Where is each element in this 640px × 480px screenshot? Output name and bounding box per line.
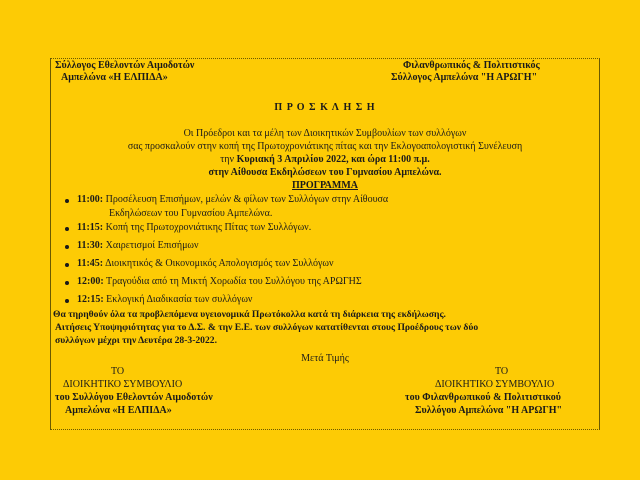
program-text: Χαιρετισμοί Επισήμων — [105, 240, 199, 251]
footer-left-line4: Αμπελώνα «Η ΕΛΠΙΔΑ» — [65, 405, 172, 416]
program-item — [77, 222, 311, 233]
intro-line3 — [51, 154, 599, 165]
regards: Μετά Τιμής — [301, 353, 349, 364]
bullet-icon — [65, 227, 69, 231]
program-item — [77, 194, 388, 205]
header-right-line2: Σύλλογος Αμπελώνα "Η ΑΡΩΓΗ" — [391, 72, 538, 83]
program-time: 11:45: — [77, 258, 104, 269]
footer-right-to: ΤΟ — [495, 366, 509, 377]
footer-right-line3: του Φιλανθρωπικού & Πολιτιστικού — [405, 392, 562, 403]
program-item — [77, 240, 199, 251]
program-heading: ΠΡΟΓΡΑΜΜΑ — [292, 180, 358, 191]
intro-line2: σας προσκαλούν στην κοπή της Πρωτοχρονιάτικης πίτας και την Εκλογοαπολογιστική Συνέλευση — [127, 141, 523, 152]
intro-line1: Οι Πρόεδροι και τα μέλη των Διοικητικών Συμβουλίων των συλλόγων — [183, 128, 467, 139]
footer-right-line4: Συλλόγου Αμπελώνα "Η ΑΡΩΓΗ" — [415, 405, 563, 416]
notice-line1: Θα τηρηθούν όλα τα προβλεπόμενα υγειονομικά Πρωτόκολλα κατά τη διάρκεια της εκδήλωσης. — [53, 309, 446, 320]
event-venue: στην Αίθουσα Εκδηλώσεων του Γυμνασίου Αμπελώνα. — [208, 167, 442, 178]
footer-left-board: ΔΙΟΙΚΗΤΙΚΟ ΣΥΜΒΟΥΛΙΟ — [63, 379, 183, 390]
footer-left-to: ΤΟ — [111, 366, 125, 377]
program-text: Διοικητικός & Οικονομικός Απολογισμός των Συλλόγων — [105, 258, 334, 269]
program-time: 12:15: — [77, 294, 104, 305]
program-time: 11:15: — [77, 222, 104, 233]
program-text: Εκλογική Διαδικασία των συλλόγων — [106, 294, 253, 305]
program-item — [77, 258, 334, 269]
program-item — [77, 276, 362, 287]
event-date-time: Κυριακή 3 Απριλίου 2022, και ώρα 11:00 π.μ. — [236, 154, 430, 165]
footer-left-line3: του Συλλόγου Εθελοντών Αιμοδοτών — [55, 392, 213, 403]
bullet-icon — [65, 299, 69, 303]
invitation-document — [50, 58, 600, 430]
bullet-icon — [65, 281, 69, 285]
bullet-icon — [65, 245, 69, 249]
program-time: 11:00: — [77, 194, 104, 205]
program-text: Τραγούδια από τη Μικτή Χορωδία του Συλλόγου της ΑΡΩΓΗΣ — [106, 276, 362, 287]
program-time: 12:00: — [77, 276, 104, 287]
footer-right-board: ΔΙΟΙΚΗΤΙΚΟ ΣΥΜΒΟΥΛΙΟ — [435, 379, 555, 390]
program-text-cont: Εκδηλώσεων του Γυμνασίου Αμπελώνα. — [109, 208, 273, 219]
header-right-line1: Φιλανθρωπικός & Πολιτιστικός — [403, 60, 540, 71]
notice-line3: συλλόγων μέχρι την Δευτέρα 28-3-2022. — [55, 335, 217, 346]
program-text: Κοπή της Πρωτοχρονιάτικης Πίτας των Συλλόγων. — [105, 222, 312, 233]
program-item — [77, 294, 252, 305]
invitation-title: Π Ρ Ο Σ Κ Λ Η Σ Η — [274, 102, 376, 113]
notice-line2: Αιτήσεις Υποψηφιότητας για το Δ.Σ. & την Ε.Ε. των συλλόγων κατατίθενται στους Προέδρους των δύο — [55, 322, 479, 333]
program-text: Προσέλευση Επισήμων, μελών & φίλων των Συλλόγων στην Αίθουσα — [105, 194, 389, 205]
intro-line3-prefix: την — [220, 154, 235, 165]
bullet-icon — [65, 263, 69, 267]
program-time: 11:30: — [77, 240, 104, 251]
header-left-line2: Αμπελώνα «Η ΕΛΠΙΔΑ» — [61, 72, 168, 83]
bullet-icon — [65, 199, 69, 203]
header-left-line1: Σύλλογος Εθελοντών Αιμοδοτών — [55, 60, 195, 71]
